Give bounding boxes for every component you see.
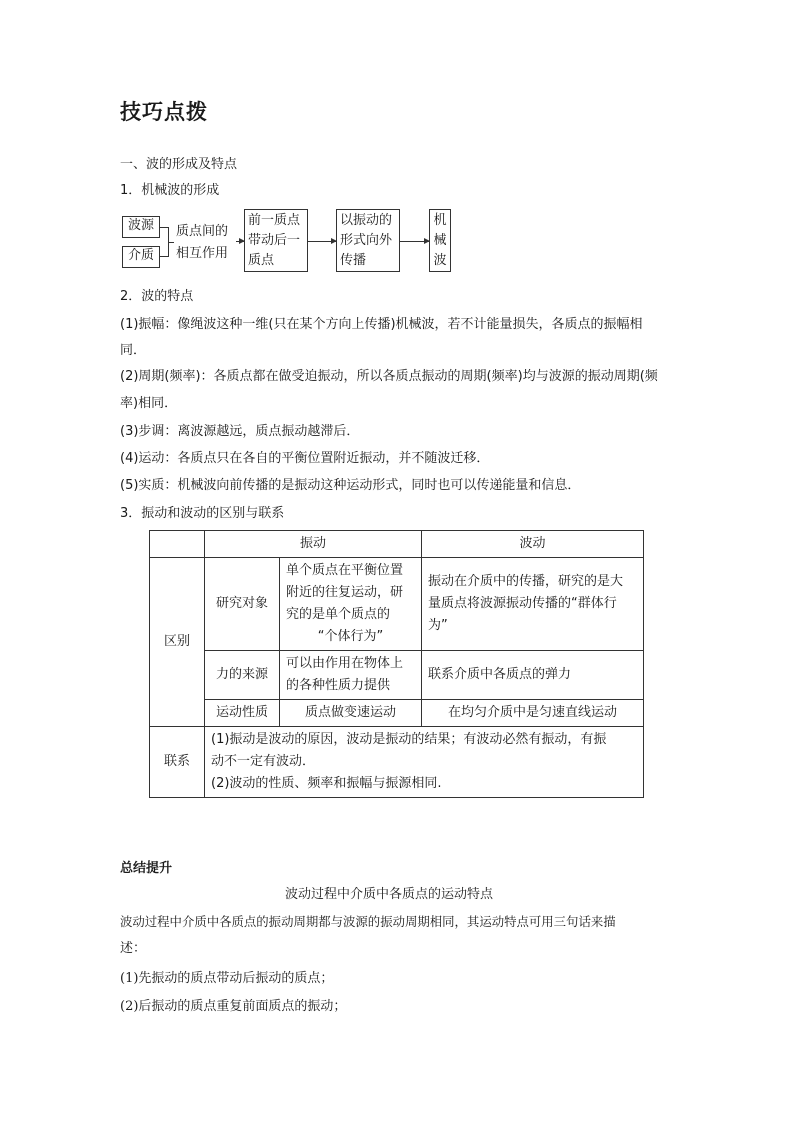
- cell-line: 为”: [428, 618, 448, 633]
- summary-line: (1)先振动的质点带动后振动的质点；: [120, 971, 334, 986]
- bracket-stem: [169, 242, 174, 243]
- flow-box-3-line: 械: [433, 233, 447, 248]
- summary-subtitle: 波动过程中介质中各质点的运动特点: [285, 887, 494, 902]
- vibration-cell: [280, 558, 422, 651]
- header-wave: 波动: [422, 531, 644, 558]
- interaction-line2: 相互作用: [176, 246, 229, 261]
- arrow-icon: [308, 241, 336, 242]
- wave-cell: [422, 558, 644, 651]
- cell-line: (2)波动的性质、频率和振幅与振源相同.: [211, 776, 442, 791]
- header-vibration: 振动: [205, 531, 422, 558]
- interaction-line1: 质点间的: [176, 224, 229, 239]
- wave-cell: 在均匀介质中是匀速直线运动: [422, 700, 644, 727]
- arrow-icon: [236, 241, 244, 242]
- flow-box-2: [336, 209, 400, 272]
- cell-line: 联系介质中各质点的弹力: [428, 667, 572, 682]
- section-heading: 一、波的形成及特点: [120, 157, 238, 172]
- flow-box-1: [244, 209, 308, 272]
- source-label: 波源: [127, 218, 154, 233]
- table-header-row: [150, 531, 644, 558]
- cell-line: (1)振动是波动的原因，波动是振动的结果；有波动必然有振动，有振: [211, 732, 607, 747]
- cell-line: 单个质点在平衡位置: [286, 563, 404, 578]
- flow-box-1-line: 前一质点: [248, 213, 301, 228]
- flow-box-3-line: 机: [433, 213, 447, 228]
- feature-line: (5)实质：机械波向前传播的是振动这种运动形式，同时也可以传递能量和信息．: [120, 478, 581, 493]
- row-label: 运动性质: [205, 700, 280, 727]
- page-title: 技巧点拨: [120, 100, 208, 124]
- relation-cell: [205, 727, 644, 798]
- flow-box-2-line: 传播: [340, 253, 367, 268]
- medium-label: 介质: [127, 248, 154, 263]
- cell-line: 振动在介质中的传播，研究的是大: [428, 574, 624, 589]
- table-row: [150, 651, 644, 700]
- item-heading-features: 2．波的特点: [120, 289, 194, 304]
- table-row: [150, 558, 644, 651]
- row-label: 力的来源: [205, 651, 280, 700]
- table-row: [150, 727, 644, 798]
- item-heading-formation: 1．机械波的形成: [120, 183, 220, 198]
- vibration-cell: [280, 651, 422, 700]
- cell-line: 的各种性质力提供: [286, 678, 391, 693]
- flow-box-3: [429, 209, 451, 272]
- flow-box-3-line: 波: [433, 253, 447, 268]
- feature-line: (1)振幅：像绳波这种一维(只在某个方向上传播)机械波，若不计能量损失，各质点的振幅相: [120, 317, 643, 332]
- group-relation: 联系: [150, 727, 205, 798]
- flow-box-1-line: 带动后一: [248, 233, 301, 248]
- cell-line: 附近的往复运动，研: [286, 585, 404, 600]
- vibration-cell: 质点做变速运动: [280, 700, 422, 727]
- group-difference: 区别: [150, 558, 205, 727]
- feature-line: 同．: [120, 343, 147, 358]
- comparison-table: [149, 530, 644, 798]
- feature-line: (4)运动：各质点只在各自的平衡位置附近振动，并不随波迁移．: [120, 451, 490, 466]
- bracket: [160, 227, 169, 257]
- source-box: [122, 216, 160, 238]
- feature-line: 率)相同．: [120, 396, 178, 411]
- flow-box-1-line: 质点: [248, 253, 275, 268]
- cell-line: 可以由作用在物体上: [286, 656, 404, 671]
- item-heading-comparison: 3．振动和波动的区别与联系: [120, 506, 285, 521]
- feature-line: (2)周期(频率)：各质点都在做受迫振动，所以各质点振动的周期(频率)均与波源的振动周期(频: [120, 369, 658, 384]
- table-row: [150, 700, 644, 727]
- medium-box: [122, 246, 160, 268]
- flow-box-2-line: 形式向外: [340, 233, 393, 248]
- cell-line: 动不一定有波动．: [211, 754, 316, 769]
- cell-line: 究的是单个质点的: [286, 607, 391, 622]
- wave-cell: [422, 651, 644, 700]
- cell-line: 量质点将波源振动传播的“群体行: [428, 596, 617, 611]
- feature-line: (3)步调：离波源越远，质点振动越滞后．: [120, 424, 360, 439]
- table-corner-cell: [150, 531, 205, 558]
- arrow-icon: [400, 241, 429, 242]
- cell-line: “个体行为”: [317, 629, 384, 644]
- summary-line: (2)后振动的质点重复前面质点的振动；: [120, 999, 347, 1014]
- summary-line: 述：: [120, 941, 147, 956]
- flow-box-2-line: 以振动的: [340, 213, 393, 228]
- row-label: 研究对象: [205, 558, 280, 651]
- summary-heading: 总结提升: [120, 861, 173, 876]
- summary-line: 波动过程中介质中各质点的振动周期都与波源的振动周期相同，其运动特点可用三句话来描: [120, 914, 616, 929]
